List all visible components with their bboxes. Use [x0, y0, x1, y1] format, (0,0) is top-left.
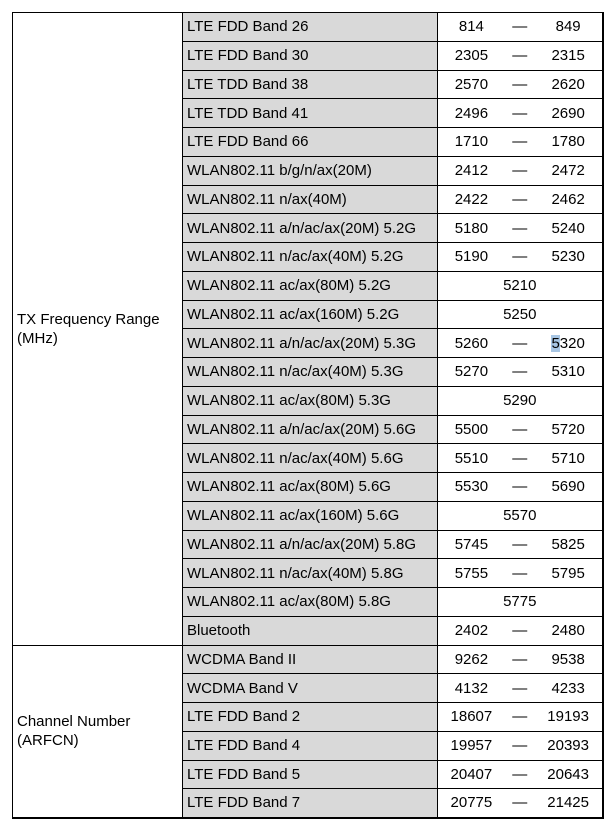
range-dash: —: [512, 449, 528, 467]
range-low-value: 18607: [450, 708, 493, 726]
range-dash: —: [512, 162, 528, 180]
range-dash: —: [512, 190, 528, 208]
range-dash: —: [512, 737, 528, 755]
band-cell: WLAN802.11 ac/ax(80M) 5.2G: [183, 271, 438, 300]
band-cell: WLAN802.11 ac/ax(80M) 5.8G: [183, 588, 438, 617]
range-dash: —: [512, 478, 528, 496]
range-values: [438, 277, 602, 294]
range-high-value: 5320: [551, 334, 585, 352]
table-row: [13, 645, 603, 674]
range-cell: [438, 329, 603, 358]
category-label-line: Channel Number: [17, 713, 131, 730]
range-cell: [438, 128, 603, 157]
range-cell: [438, 99, 603, 128]
range-high-value: 5310: [551, 363, 585, 381]
range-high-value: 5710: [551, 449, 585, 467]
band-cell: LTE FDD Band 26: [183, 13, 438, 42]
range-low-value: 1710: [454, 133, 489, 151]
range-high-value: 1780: [551, 133, 585, 151]
range-values: [438, 651, 602, 668]
range-dash: —: [512, 708, 528, 726]
range-low-value: 5745: [454, 535, 489, 553]
category-label-line: (MHz): [17, 329, 58, 347]
range-dash: —: [512, 248, 528, 266]
range-high-value: 19193: [547, 708, 589, 726]
range-values: [438, 536, 602, 553]
range-low-value: 19957: [450, 737, 493, 755]
range-high-value: 4233: [551, 679, 585, 697]
range-values: [438, 737, 602, 754]
range-dash: —: [512, 679, 528, 697]
range-values: [438, 708, 602, 725]
table-body: [13, 13, 603, 818]
range-low-value: 2305: [454, 47, 489, 65]
category-label-line: TX Frequency Range: [17, 310, 160, 328]
range-low-value: 5270: [454, 363, 489, 381]
range-values: [438, 306, 602, 323]
band-cell: WLAN802.11 a/n/ac/ax(20M) 5.3G: [183, 329, 438, 358]
band-cell: LTE FDD Band 5: [183, 760, 438, 789]
range-values: [438, 593, 602, 610]
range-high-value: 2690: [551, 104, 585, 122]
band-cell: WLAN802.11 n/ac/ax(40M) 5.2G: [183, 243, 438, 272]
band-cell: WLAN802.11 a/n/ac/ax(20M) 5.2G: [183, 214, 438, 243]
range-values: [438, 363, 602, 380]
range-cell: [438, 530, 603, 559]
range-cell: [438, 13, 603, 42]
category-label-line: (ARFCN): [17, 732, 79, 749]
range-dash: —: [512, 18, 528, 36]
range-low-value: 5180: [454, 219, 489, 237]
band-cell: LTE TDD Band 41: [183, 99, 438, 128]
range-cell: [438, 358, 603, 387]
frequency-channel-table: [12, 12, 604, 819]
band-cell: WLAN802.11 a/n/ac/ax(20M) 5.6G: [183, 415, 438, 444]
range-low-value: 5260: [454, 334, 489, 352]
text-selection-highlight: 5: [551, 334, 560, 352]
band-cell: WLAN802.11 n/ac/ax(40M) 5.6G: [183, 444, 438, 473]
range-low-value: 20775: [450, 794, 493, 812]
range-values: [438, 622, 602, 639]
range-values: [438, 105, 602, 122]
band-cell: WLAN802.11 ac/ax(160M) 5.6G: [183, 501, 438, 530]
range-dash: —: [512, 75, 528, 93]
range-values: [438, 392, 602, 409]
range-cell: [438, 731, 603, 760]
range-cell: [438, 501, 603, 530]
range-values: [438, 335, 602, 352]
range-values: [438, 47, 602, 64]
range-cell: [438, 243, 603, 272]
range-cell: [438, 444, 603, 473]
range-cell: [438, 588, 603, 617]
category-cell: [13, 13, 183, 646]
range-dash: —: [512, 363, 528, 381]
range-values: [438, 680, 602, 697]
band-cell: WLAN802.11 a/n/ac/ax(20M) 5.8G: [183, 530, 438, 559]
range-high-value: 2472: [551, 162, 585, 180]
range-low-value: 2422: [454, 190, 489, 208]
range-cell: [438, 473, 603, 502]
range-high-value: 2315: [551, 47, 585, 65]
band-cell: WLAN802.11 b/g/n/ax(20M): [183, 156, 438, 185]
range-high-value: 9538: [551, 650, 585, 668]
single-value: 5210: [503, 277, 537, 295]
range-values: [438, 421, 602, 438]
band-cell: WCDMA Band II: [183, 645, 438, 674]
table-row: [13, 13, 603, 42]
range-cell: [438, 559, 603, 588]
range-low-value: 9262: [454, 650, 489, 668]
range-high-value: 5230: [551, 248, 585, 266]
band-cell: LTE FDD Band 4: [183, 731, 438, 760]
range-cell: [438, 156, 603, 185]
range-low-value: 2496: [454, 104, 489, 122]
range-cell: [438, 386, 603, 415]
range-values: [438, 507, 602, 524]
range-low-value: 5755: [454, 564, 489, 582]
band-cell: WLAN802.11 n/ax(40M): [183, 185, 438, 214]
range-dash: —: [512, 622, 528, 640]
band-cell: Bluetooth: [183, 616, 438, 645]
range-cell: [438, 703, 603, 732]
range-dash: —: [512, 104, 528, 122]
band-cell: WLAN802.11 n/ac/ax(40M) 5.8G: [183, 559, 438, 588]
range-cell: [438, 415, 603, 444]
range-values: [438, 248, 602, 265]
range-dash: —: [512, 564, 528, 582]
range-low-value: 4132: [454, 679, 489, 697]
category-cell: [13, 645, 183, 818]
range-high-value: 2462: [551, 190, 585, 208]
range-low-value: 2412: [454, 162, 489, 180]
range-values: [438, 220, 602, 237]
range-high-value: 20643: [547, 765, 589, 783]
range-values: [438, 76, 602, 93]
band-cell: LTE FDD Band 7: [183, 789, 438, 818]
range-cell: [438, 300, 603, 329]
band-cell: LTE TDD Band 38: [183, 70, 438, 99]
range-cell: [438, 185, 603, 214]
single-value: 5290: [503, 392, 537, 410]
band-cell: WLAN802.11 ac/ax(80M) 5.6G: [183, 473, 438, 502]
range-dash: —: [512, 765, 528, 783]
band-cell: WLAN802.11 n/ac/ax(40M) 5.3G: [183, 358, 438, 387]
range-dash: —: [512, 535, 528, 553]
range-high-value: 5720: [551, 420, 585, 438]
range-dash: —: [512, 47, 528, 65]
range-dash: —: [512, 334, 528, 352]
range-low-value: 5500: [454, 420, 489, 438]
range-values: [438, 565, 602, 582]
range-values: [438, 478, 602, 495]
range-values: [438, 450, 602, 467]
band-cell: WLAN802.11 ac/ax(80M) 5.3G: [183, 386, 438, 415]
range-high-value: 5690: [551, 478, 585, 496]
range-low-value: 2402: [454, 622, 489, 640]
range-low-value: 2570: [454, 75, 489, 93]
range-cell: [438, 214, 603, 243]
range-dash: —: [512, 650, 528, 668]
range-cell: [438, 674, 603, 703]
band-cell: WCDMA Band V: [183, 674, 438, 703]
range-low-value: 5510: [454, 449, 489, 467]
range-high-value: 849: [555, 18, 581, 36]
range-values: [438, 794, 602, 811]
range-high-value: 5825: [551, 535, 585, 553]
range-cell: [438, 760, 603, 789]
range-high-value: 2620: [551, 75, 585, 93]
range-values: [438, 133, 602, 150]
range-high-value: 2480: [551, 622, 585, 640]
range-high-value: 5795: [551, 564, 585, 582]
range-high-value: 20393: [547, 737, 589, 755]
range-values: [438, 191, 602, 208]
range-dash: —: [512, 219, 528, 237]
range-values: [438, 766, 602, 783]
range-low-value: 20407: [450, 765, 493, 783]
range-values: [438, 18, 602, 35]
range-cell: [438, 41, 603, 70]
range-low-value: 814: [458, 18, 484, 36]
range-high-value: 5240: [551, 219, 585, 237]
range-dash: —: [512, 794, 528, 812]
range-values: [438, 162, 602, 179]
range-cell: [438, 271, 603, 300]
range-cell: [438, 645, 603, 674]
band-cell: WLAN802.11 ac/ax(160M) 5.2G: [183, 300, 438, 329]
range-high-value: 21425: [547, 794, 589, 812]
range-low-value: 5530: [454, 478, 489, 496]
range-dash: —: [512, 133, 528, 151]
band-cell: LTE FDD Band 2: [183, 703, 438, 732]
range-cell: [438, 789, 603, 818]
range-cell: [438, 616, 603, 645]
band-cell: LTE FDD Band 30: [183, 41, 438, 70]
range-dash: —: [512, 420, 528, 438]
single-value: 5250: [503, 305, 537, 323]
band-cell: LTE FDD Band 66: [183, 128, 438, 157]
single-value: 5775: [503, 593, 537, 611]
range-cell: [438, 70, 603, 99]
range-low-value: 5190: [454, 248, 489, 266]
single-value: 5570: [503, 507, 537, 525]
